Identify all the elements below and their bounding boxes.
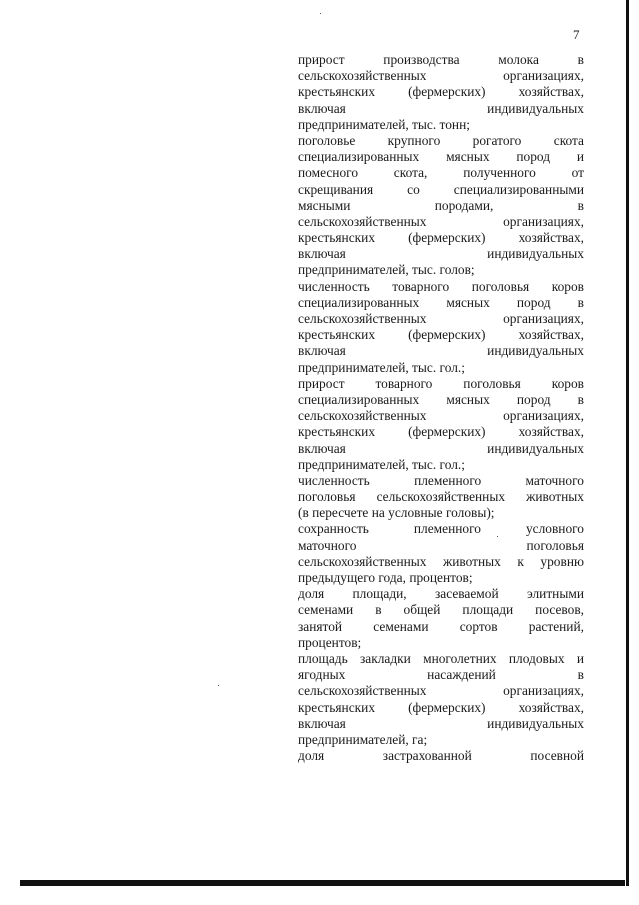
- text-line: предпринимателей, тыс. тонн;: [298, 116, 470, 132]
- text-line: крестьянских (фермерских) хозяйствах,: [298, 84, 584, 100]
- scan-speck: [320, 13, 321, 14]
- text-line: сохранность племенного условного: [298, 521, 584, 537]
- scan-speck: [218, 685, 219, 686]
- text-line: прирост товарного поголовья коров: [298, 375, 584, 391]
- text-line: доля площади, засеваемой элитными: [298, 586, 584, 602]
- text-line: численность товарного поголовья коров: [298, 278, 584, 294]
- document-text-column: [298, 52, 584, 764]
- text-line: предпринимателей, тыс. гол.;: [298, 359, 465, 375]
- text-line: предпринимателей, га;: [298, 731, 428, 747]
- text-line: предпринимателей, тыс. гол.;: [298, 456, 465, 472]
- text-line: площадь закладки многолетних плодовых и: [298, 650, 584, 666]
- text-line: включая индивидуальных: [298, 440, 584, 456]
- text-line: крестьянских (фермерских) хозяйствах,: [298, 327, 584, 343]
- text-line: сельскохозяйственных организациях,: [298, 408, 584, 424]
- text-line: (в пересчете на условные головы);: [298, 505, 495, 521]
- text-line: скрещивания со специализированными: [298, 181, 584, 197]
- text-line: включая индивидуальных: [298, 343, 584, 359]
- text-line: поголовье крупного рогатого скота: [298, 132, 584, 148]
- text-line: крестьянских (фермерских) хозяйствах,: [298, 699, 584, 715]
- text-line: предпринимателей, тыс. голов;: [298, 262, 475, 278]
- text-line: специализированных мясных пород в: [298, 391, 584, 407]
- text-line: предыдущего года, процентов;: [298, 570, 473, 585]
- text-line: прирост производства молока в: [298, 52, 584, 67]
- text-line: включая индивидуальных: [298, 246, 584, 262]
- text-line: мясными породами, в: [298, 197, 584, 213]
- text-line: крестьянских (фермерских) хозяйствах,: [298, 230, 584, 246]
- text-line: сельскохозяйственных организациях,: [298, 213, 584, 229]
- text-line: специализированных мясных пород в: [298, 294, 584, 310]
- text-line: включая индивидуальных: [298, 715, 584, 731]
- text-line: семенами в общей площади посевов,: [298, 602, 584, 618]
- text-line: сельскохозяйственных организациях,: [298, 68, 584, 84]
- text-line: сельскохозяйственных организациях,: [298, 311, 584, 326]
- text-line: процентов;: [298, 634, 362, 650]
- scan-speck: [497, 536, 498, 537]
- scan-border-right: [626, 0, 629, 886]
- text-line: маточного поголовья: [298, 537, 584, 553]
- text-line: помесного скота, полученного от: [298, 165, 584, 181]
- scan-border-bottom: [20, 880, 625, 886]
- text-line: сельскохозяйственных организациях,: [298, 683, 584, 699]
- page-number: 7: [573, 27, 580, 42]
- text-line: доля застрахованной посевной: [298, 748, 584, 764]
- text-line: занятой семенами сортов растений,: [298, 618, 584, 634]
- text-line: ягодных насаждений в: [298, 667, 584, 683]
- text-line: специализированных мясных пород и: [298, 149, 584, 165]
- text-line: крестьянских (фермерских) хозяйствах,: [298, 424, 584, 440]
- text-line: численность племенного маточного: [298, 472, 584, 488]
- text-line: поголовья сельскохозяйственных животных: [298, 489, 584, 505]
- text-line: включая индивидуальных: [298, 100, 584, 116]
- text-line: сельскохозяйственных животных к уровню: [298, 553, 584, 569]
